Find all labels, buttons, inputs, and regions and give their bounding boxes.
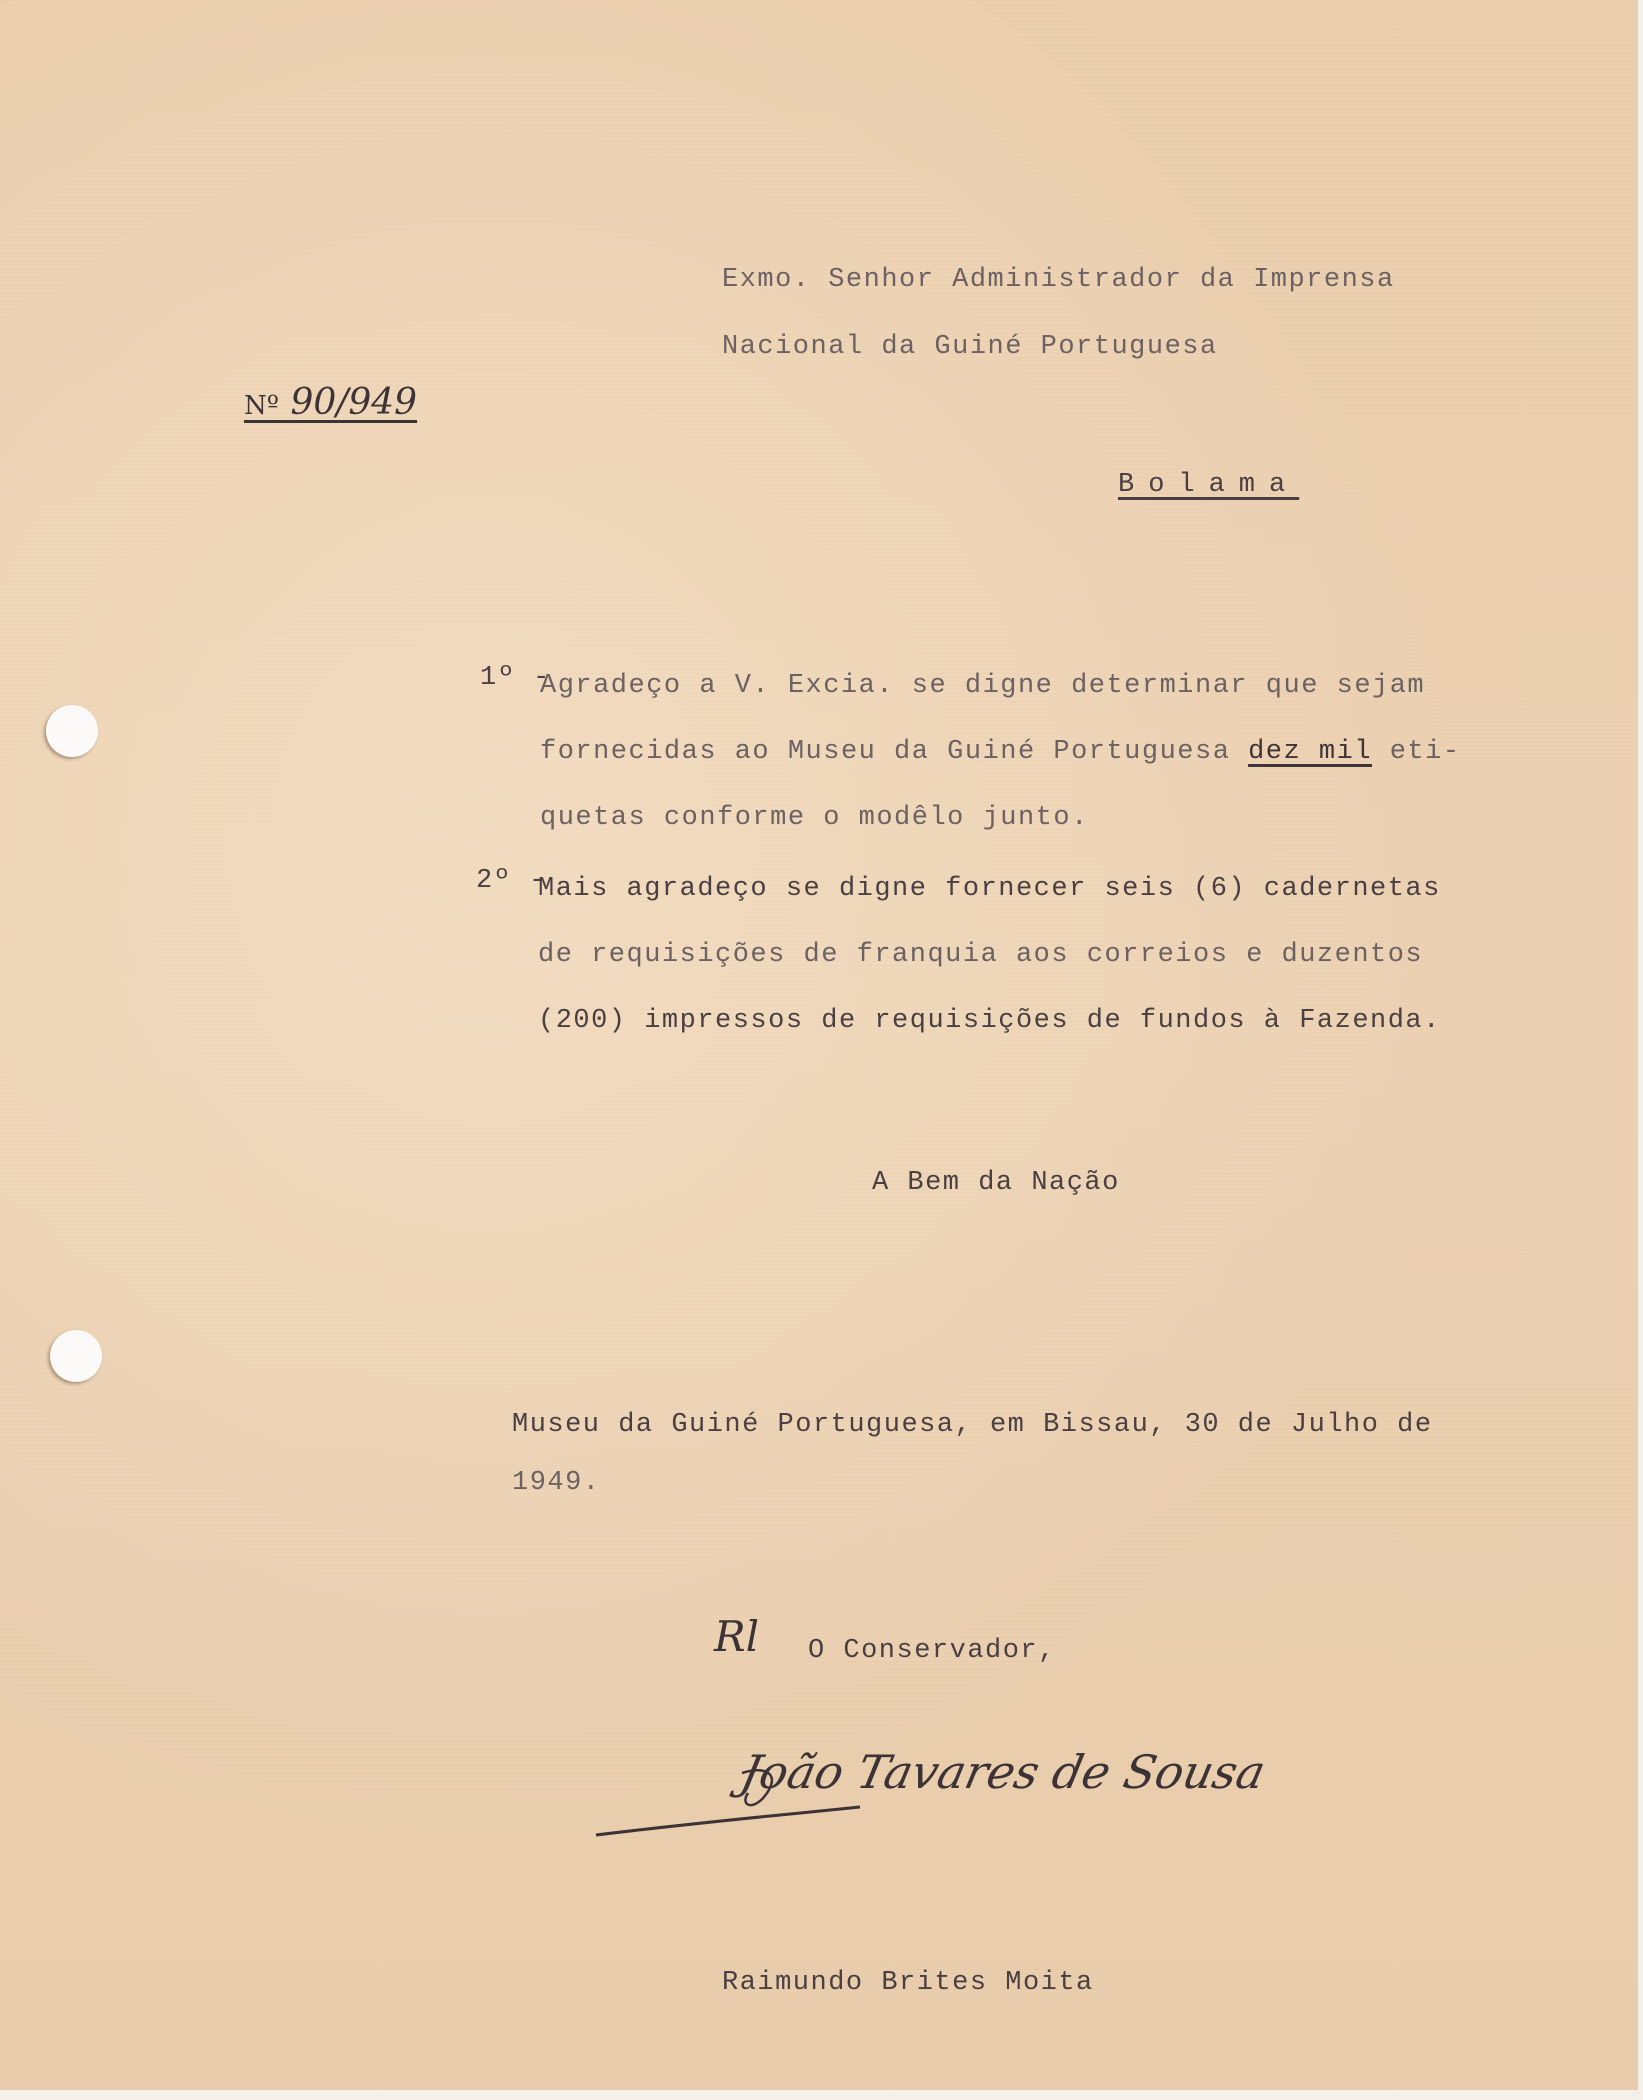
scan-edge-bottom: [0, 2090, 1643, 2100]
reference-value: 90/949: [290, 382, 418, 423]
closing-salutation: A Bem da Nação: [872, 1168, 1120, 1198]
date-line-2: 1949.: [512, 1468, 601, 1498]
item-1-line-2: [540, 719, 1461, 785]
item-2-line-2: de requisições de franquia aos correios e duzentos: [538, 940, 1424, 970]
signature: [592, 1735, 1352, 1845]
initials: Rl: [714, 1612, 760, 1661]
item-1-marker: 1º -: [480, 663, 551, 693]
reference-prefix: Nº: [244, 391, 279, 421]
item-1-line-2-end: eti-: [1372, 737, 1461, 767]
addressee-line-2: Nacional da Guiné Portuguesa: [722, 332, 1218, 362]
date-line-1: Museu da Guiné Portuguesa, em Bissau, 30 de Julho de: [512, 1410, 1433, 1440]
item-2-paragraph: [538, 856, 1441, 1054]
item-1-emphasis: dez mil: [1248, 737, 1373, 767]
item-1-continuation: [540, 719, 1461, 851]
item-2-line-1: Mais agradeço se digne fornecer seis (6) cadernetas: [538, 874, 1441, 904]
role-title: O Conservador,: [808, 1636, 1056, 1666]
place-heading: Bolama: [1118, 470, 1300, 500]
item-2-marker: 2º -: [476, 866, 547, 896]
signature-text: João Tavares de Sousa: [736, 1745, 1271, 1799]
punch-hole-top: [46, 705, 98, 757]
reference-number: [244, 382, 417, 423]
punch-hole-bottom: [50, 1330, 102, 1382]
item-2-line-3: (200) impressos de requisições de fundos à Fazenda.: [538, 1006, 1441, 1036]
scan-edge-right: [1638, 0, 1643, 2100]
signatory-name: Raimundo Brites Moita: [722, 1968, 1094, 1998]
item-1-line-3: quetas conforme o modêlo junto.: [540, 803, 1089, 833]
item-1-line-1: Agradeço a V. Excia. se digne determinar que sejam: [540, 671, 1426, 701]
addressee-line-1: Exmo. Senhor Administrador da Imprensa: [722, 265, 1395, 295]
item-1-paragraph: [540, 653, 1425, 719]
item-1-line-2-text: fornecidas ao Museu da Guiné Portuguesa: [540, 737, 1249, 767]
